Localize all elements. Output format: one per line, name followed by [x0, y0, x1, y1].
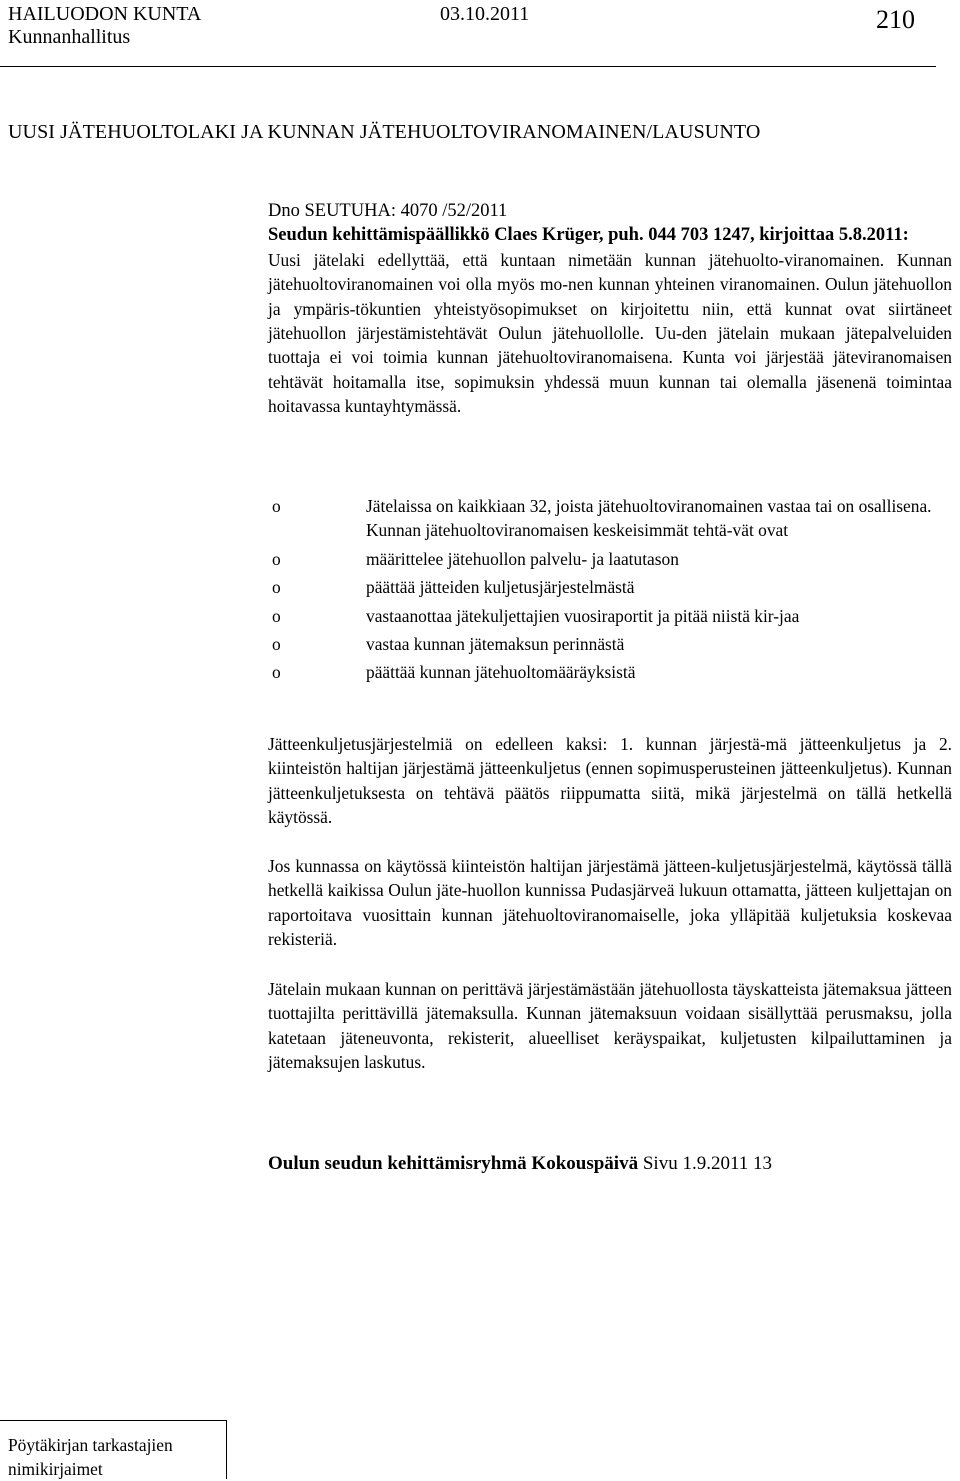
dno-line: Dno SEUTUHA: 4070 /52/2011	[268, 201, 508, 221]
reference-page: Sivu 1.9.2011 13	[638, 1153, 772, 1174]
task-list	[268, 494, 952, 685]
list-item-text: päättää kunnan jätehuoltomääräyksistä	[366, 662, 636, 683]
bullet-marker: o	[272, 605, 281, 626]
section-title: UUSI JÄTEHUOLTOLAKI JA KUNNAN JÄTEHUOLTOVIRANOMAINEN/LAUSUNTO	[8, 121, 761, 143]
intro-paragraph: Uusi jätelaki edellyttää, että kuntaan nimetään kunnan jätehuolto-viranomainen. Kunnan jätehuoltoviranomainen voi olla myös mo-nen kunnan yhteinen viranomainen. Oulun jätehuollon ja ympäris-tökuntien yhteistyösopimukset on kirjoitettu niin, että kunnat ovat siirtäneet jätehuollon järjestämistehtävät Oulun jätehuollolle. Uu-den jätelain mukaan jätepalveluiden tuottaja ei voi toimia kunnan jätehuoltoviranomaisena. Kunta voi järjestää jäteviranomaisen tehtävät hoitamalla itse, sopimuksin yhdessä muun kunnan tai olemalla jäsenenä toimintaa hoitavassa kuntayhtymässä.	[268, 249, 952, 417]
initials-box	[0, 1420, 227, 1479]
bullet-marker: o	[272, 634, 281, 655]
bullet-marker: o	[272, 577, 281, 598]
reference-group: Oulun seudun kehittämisryhmä Kokouspäivä	[268, 1153, 639, 1174]
author-line: Seudun kehittämispäällikkö Claes Krüger, puh. 044 703 1247, kirjoittaa 5.8.2011:	[268, 225, 909, 246]
meeting-date: 03.10.2011	[440, 3, 530, 25]
list-item	[268, 547, 952, 571]
list-item-text: päättää jätteiden kuljetusjärjestelmästä	[366, 577, 635, 598]
page-number: 210	[876, 5, 915, 34]
paragraph: Jätelain mukaan kunnan on perittävä järjestämästään jätehuollosta täyskatteista jätemaksua jätteen tuottajilta perittävillä jätemaksulla. Kunnan jätemaksuun voidaan sisällyttää perusmaksu, jolla katetaan jäteneuvonta, rekisterit, alueelliset keräyspaikat, kuljetusten kilpailuttaminen ja jätemaksujen laskutus.	[268, 979, 952, 1073]
list-item-text: vastaa kunnan jätemaksun perinnästä	[366, 634, 625, 655]
initials-label-line2: nimikirjaimet	[8, 1459, 103, 1479]
bullet-marker: o	[272, 662, 281, 683]
list-item	[268, 604, 952, 628]
initials-label-line1: Pöytäkirjan tarkastajien	[8, 1435, 173, 1455]
list-item-text: vastaanottaa jätekuljettajien vuosiraportit ja pitää niistä kir-jaa	[366, 605, 800, 626]
list-item	[268, 494, 952, 543]
municipality-name: HAILUODON KUNTA	[8, 3, 202, 25]
governing-body: Kunnanhallitus	[8, 26, 131, 48]
header-rule	[0, 66, 936, 67]
intro-block	[268, 199, 952, 419]
reference-line	[268, 1152, 772, 1176]
list-item	[268, 660, 952, 684]
list-item	[268, 632, 952, 656]
paragraph-reporting	[268, 854, 952, 952]
bullet-marker: o	[272, 548, 281, 569]
list-item	[268, 575, 952, 599]
paragraph: Jätteenkuljetusjärjestelmiä on edelleen kaksi: 1. kunnan järjestä-mä jätteenkuljetus ja 2. kiinteistön haltijan järjestämä jätteenkuljetus (ennen sopimusperusteinen jätteenkuljetus). Kunnan jätteenkuljetuksesta on tehtävä päätös riippumatta siitä, mikä järjestelmä on tällä hetkellä käytössä.	[268, 734, 952, 828]
list-item-text: määrittelee jätehuollon palvelu- ja laatutason	[366, 548, 679, 569]
bullet-marker: o	[272, 496, 281, 516]
list-item-text: Jätelaissa on kaikkiaan 32, joista jätehuoltoviranomainen vastaa tai on osallisena. Kunnan jätehuoltoviranomaisen keskeisimmät tehtä-vät ovat	[366, 496, 932, 541]
paragraph: Jos kunnassa on käytössä kiinteistön haltijan järjestämä jätteen-kuljetusjärjestelmä, käytössä tällä hetkellä kaikissa Oulun jäte-huollon kunnissa Pudasjärveä lukuun ottamatta, jätteen kuljettajan on raportoitava vuosittain kunnan jätehuoltoviranomaiselle, joka ylläpitää kuljetuksia koskevaa rekisteriä.	[268, 856, 952, 950]
paragraph-collection-systems	[268, 732, 952, 830]
paragraph-waste-fees	[268, 977, 952, 1075]
